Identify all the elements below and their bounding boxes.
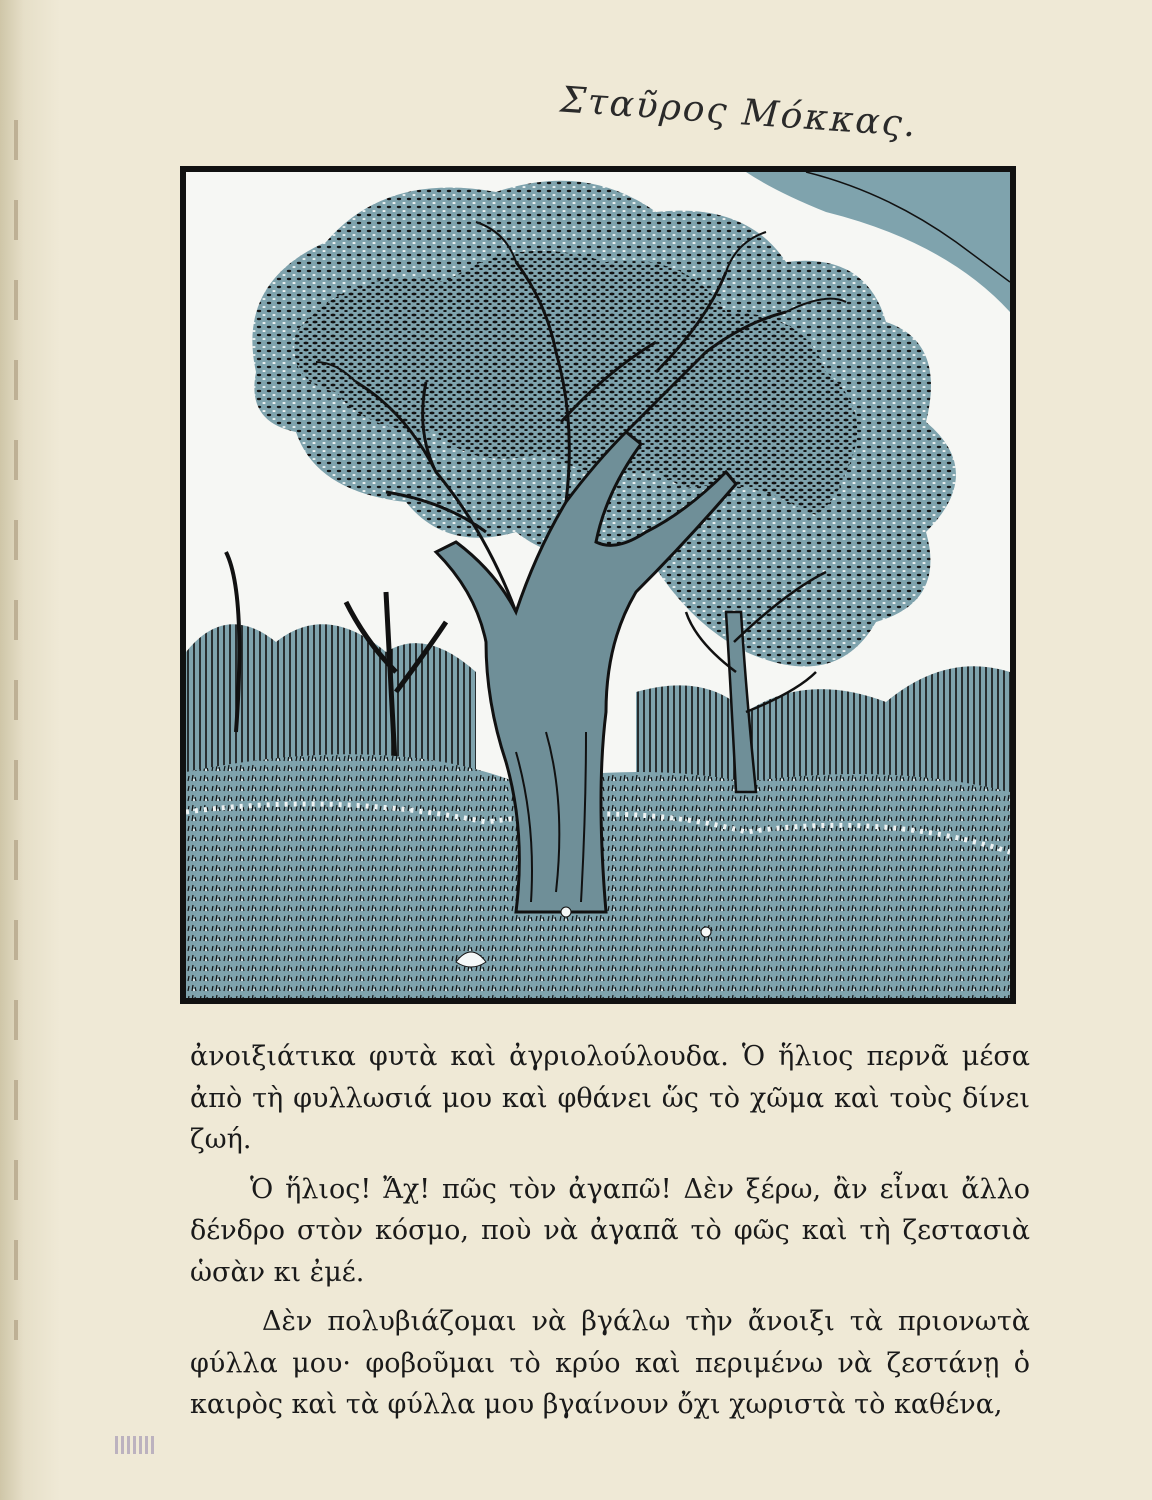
body-text — [190, 1036, 1030, 1426]
tree-illustration — [180, 166, 1016, 1004]
page-edge-shadow — [0, 0, 60, 1500]
paragraph: Ὁ ἥλιος! Ἄχ! πῶς τὸν ἀγαπῶ! Δὲν ξέρω, ἂν εἶναι ἄλλο δένδρο στὸν κόσμο, ποὺ νὰ ἀγαπᾶ τὸ φῶς καὶ τὴ ζεστασιὰ ὡσὰν κι ἐμέ. — [190, 1173, 1030, 1288]
paragraph: Δὲν πολυβιάζομαι νὰ βγάλω τὴν ἄνοιξι τὰ πριονωτὰ φύλλα μου· φοβοῦμαι τὸ κρύο καὶ περιμένω νὰ ζεστάνῃ ὁ καιρὸς καὶ τὰ φύλλα μου βγαίνουν ὄχι χωριστὰ τὸ καθένα, — [190, 1306, 1030, 1420]
ink-stamp-mark — [115, 1436, 157, 1454]
paragraph: ἀνοιξιάτικα φυτὰ καὶ ἀγριολούλουδα. Ὁ ἥλιος περνᾶ μέσα ἀπὸ τὴ φυλλωσιά μου καὶ φθάνει ὥς τὸ χῶμα καὶ τοὺς δίνει ζωή. — [190, 1041, 1030, 1155]
binding-stitches — [14, 120, 18, 1340]
handwritten-signature: Σταῦρος Μόκκας. — [559, 79, 919, 146]
woodcut-tree-image — [186, 172, 1010, 998]
